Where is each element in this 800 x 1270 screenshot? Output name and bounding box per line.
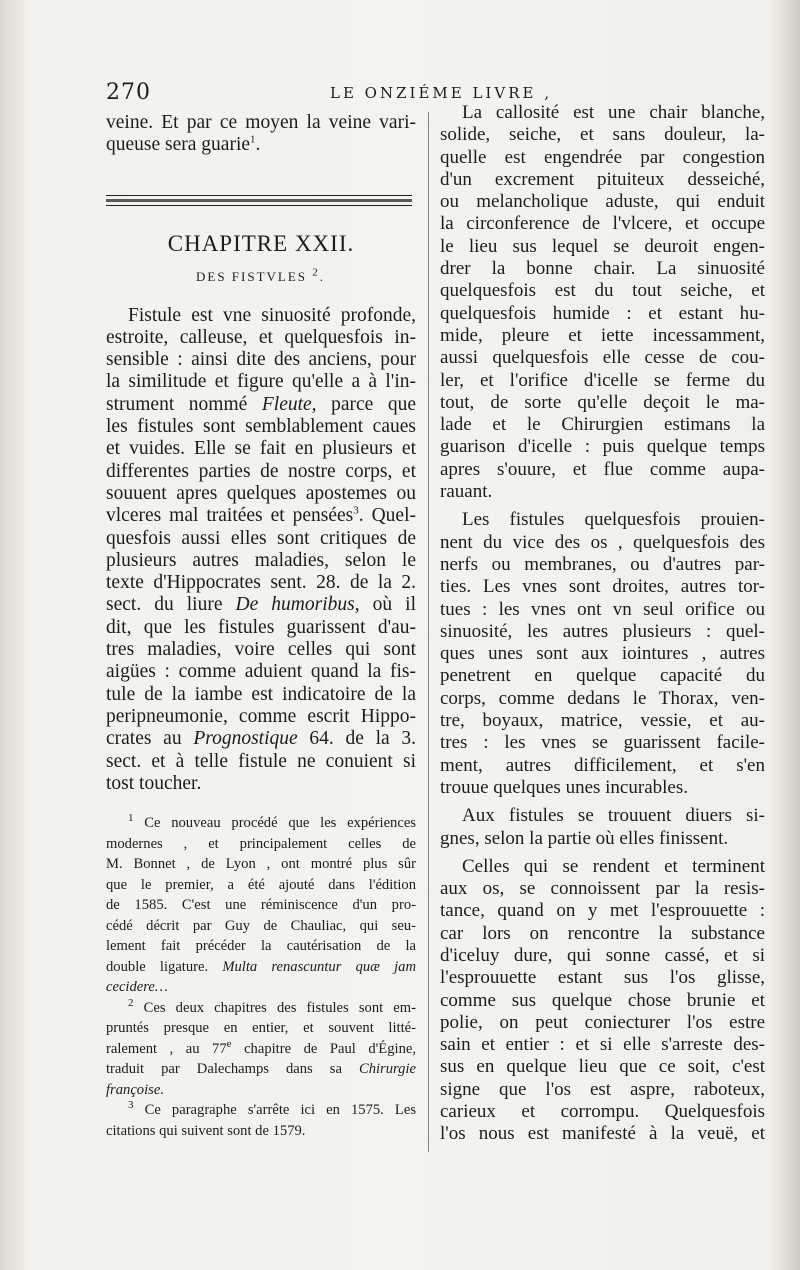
text-line: sect. du liure De humoribus, où il xyxy=(106,594,416,616)
text-line: tance, quand on y met l'esprouuette : xyxy=(440,900,765,922)
paragraph-origines xyxy=(440,509,765,799)
footnote-line: $^2$ Ces deux chapitres des fistules sont em- xyxy=(128,997,416,1016)
paragraph-signes xyxy=(440,805,765,850)
footnote-line: double ligature. Multa renascuntur quæ jam xyxy=(106,958,416,975)
text-line: la circonference de l'vlcere, et occupe xyxy=(440,213,765,235)
text-line: aux os, se connoissent par la resis- xyxy=(440,878,765,900)
text-line: l'os nous est manifesté à la veuë, et xyxy=(440,1123,765,1145)
text-line: tres : les vnes se guarissent facile- xyxy=(440,732,765,754)
text-line: ties. Les vnes sont droites, autres tor- xyxy=(440,576,765,598)
text-line: car lors on rencontre la substance xyxy=(440,922,765,944)
text-line: gnes, selon la partie où elles finissent. xyxy=(440,827,729,849)
text-line: souuent apres quelques apostemes ou xyxy=(106,482,416,504)
text-line: sinuosité, les autres plusieurs : quel- xyxy=(440,620,765,642)
text-line: tout, de sorte qu'elle deçoit le ma- xyxy=(440,391,765,413)
footnote-line: $^1$ Ce nouveau procédé que les expériences xyxy=(128,813,416,832)
text-line: rauant. xyxy=(440,481,493,503)
text-line: peripneumonie, comme escrit Hippo- xyxy=(106,705,416,727)
text-line: drer la bonne chair. La sinuosité xyxy=(440,258,765,280)
footnote-line: $^3$ Ce paragraphe s'arrête ici en 1575. Les xyxy=(128,1100,416,1119)
text-line: Aux fistules se trouuent diuers si- xyxy=(462,805,765,827)
text-line: aussi quelquesfois elle cesse de cou- xyxy=(440,347,765,369)
text-line: texte d'Hippocrates sent. 28. de la 2. xyxy=(106,572,416,594)
footnote-line: M. Bonnet , de Lyon , ont montré plus sûr xyxy=(106,856,416,873)
footnote-line: citations qui suivent sont de 1579. xyxy=(106,1122,306,1139)
footnote-ref: 2 xyxy=(312,266,320,279)
text-line: signe que l'os est aspre, raboteux, xyxy=(440,1078,765,1100)
footnote-line: cecidere… xyxy=(106,979,168,996)
text-line: le lieu sus lequel se deuroit engen- xyxy=(440,235,765,257)
text-line: d'iceluy dure, qui sonne cassé, et si xyxy=(440,944,765,966)
text-line: solide, seiche, et sans douleur, la- xyxy=(440,124,765,146)
intro-line: queuse sera guarie$^1$. xyxy=(106,134,261,156)
text-line: trouue quelques unes incurables. xyxy=(440,776,688,798)
text-line: quelquesfois humide : et estant hu- xyxy=(440,302,765,324)
text-line: vlceres mal traitées et pensées$^3$. Quel- xyxy=(106,505,416,527)
text-line: plusieurs autres maladies, selon le xyxy=(106,549,416,571)
paragraph-os xyxy=(440,856,765,1146)
text-line: quelle est engendrée par congestion xyxy=(440,146,765,168)
text-line: crates au Prognostique 64. de la 3. xyxy=(106,728,416,750)
paragraph-fistule xyxy=(106,305,416,796)
chapter-rule xyxy=(106,195,412,206)
text-line: corps, comme dedans le Thorax, ven- xyxy=(440,687,765,709)
text-line: Fistule est vne sinuosité profonde, xyxy=(128,304,416,326)
text-line: dit, que les fistules guarissent d'au- xyxy=(106,616,416,638)
chapter-subtitle: DES FISTVLES $^2$. xyxy=(196,266,326,284)
text-line: d'un excrement pituiteux desseiché, xyxy=(440,168,765,190)
footnote-line: lement fait précéder la cautérisation de la xyxy=(106,938,416,955)
chapter-title: CHAPITRE XXII. xyxy=(167,230,355,256)
footnote-ref: 3 xyxy=(353,505,359,517)
text-line: tost toucher. xyxy=(106,772,202,794)
text-line: lade et le Chirurgien estimans la xyxy=(440,414,765,436)
text-line: sect. et à telle fistule ne conuient si xyxy=(106,750,416,772)
text-line: apres s'ouure, et flue comme aupa- xyxy=(440,458,765,480)
text-line: quelquesfois est du tout seiche, et xyxy=(440,280,765,302)
text-line: polie, on peut coniecturer l'os estre xyxy=(440,1011,765,1033)
footnote-line: pruntés presque en entier, et souvent litté- xyxy=(106,1020,416,1037)
text-line: ment, autres difficilement, et s'en xyxy=(440,754,765,776)
text-line: penetrent en quelque capacité du xyxy=(440,665,765,687)
text-line: et vuides. Elle se fait en plusieurs et xyxy=(106,438,416,460)
text-line: La callosité est une chair blanche, xyxy=(462,102,765,123)
text-line: l'esprouuette estant sus l'os glisse, xyxy=(440,967,765,989)
footnote-line: françoise. xyxy=(106,1081,164,1098)
running-title: LE ONZIÉME LIVRE , xyxy=(330,84,552,102)
text-line: nent du vice des os , quelquesfois des xyxy=(440,531,765,553)
text-line: tues : les vnes ont vn seul orifice ou xyxy=(440,598,765,620)
text-line: aigües : comme aduient quand la fis- xyxy=(106,661,416,683)
column-divider xyxy=(428,112,429,1152)
text-line: carieux et corrompu. Quelquesfois xyxy=(440,1101,765,1123)
footnote-line: ralement , au 77e chapitre de Paul d'Égine, xyxy=(106,1038,416,1057)
footnote-line: modernes , et principalement celles de xyxy=(106,835,416,852)
text-line: sus en quelque lieu que ce soit, c'est xyxy=(440,1056,765,1078)
right-column xyxy=(440,102,765,1146)
text-line: differentes parties de nostre corps, et xyxy=(106,460,416,482)
text-line: estroite, calleuse, et quelquesfois in- xyxy=(106,326,416,348)
text-line: la similitude et figure qu'elle a à l'in- xyxy=(106,371,416,393)
text-line: quesfois aussi elles sont critiques de xyxy=(106,527,416,549)
text-line: strument nommé Fleute, parce que xyxy=(106,393,416,415)
text-line: tule de la iambe est indicatoire de la xyxy=(106,683,416,705)
text-line: les fistules sont semblablement caues xyxy=(106,416,416,438)
text-line: comme sus quelque chose brunie et xyxy=(440,989,765,1011)
text-line: Celles qui se rendent et terminent xyxy=(462,855,765,877)
page-number: 270 xyxy=(106,80,151,105)
footnote-line: cédé décrit par Guy de Chauliac, qui seu- xyxy=(106,917,416,934)
text-line: sensible : ainsi dite des anciens, pour xyxy=(106,349,416,371)
footnote-line: que le premier, a été ajouté dans l'édition xyxy=(106,876,416,893)
text-line: tres maladies, voire celles qui sont xyxy=(106,639,416,661)
text-line: mide, pleure et iette incessamment, xyxy=(440,324,765,346)
footnote-line: traduit par Dalechamps dans sa Chirurgie xyxy=(106,1061,416,1078)
text-line: ou melancholique aduste, qui enduit xyxy=(440,191,765,213)
left-column xyxy=(106,112,416,1141)
footnotes xyxy=(106,813,416,1141)
text-line: sain et entier : et si elle s'arreste des- xyxy=(440,1034,765,1056)
text-line: Les fistules quelquesfois prouien- xyxy=(462,509,765,531)
text-line: nerfs ou membranes, ou d'autres par- xyxy=(440,553,765,575)
text-line: guarison d'icelle : puis quelque temps xyxy=(440,436,765,458)
paragraph-callosite xyxy=(440,102,765,503)
text-line: ler, et l'orifice d'icelle se ferme du xyxy=(440,369,765,391)
text-line: tre, boyaux, matrice, vessie, et au- xyxy=(440,710,765,732)
footnote-ref: 1 xyxy=(250,134,256,146)
footnote-line: de 1585. C'est une réminiscence d'un pro- xyxy=(106,897,416,914)
intro-line: veine. Et par ce moyen la veine vari- xyxy=(106,112,416,133)
text-line: ques unes sont aux iointures , autres xyxy=(440,643,765,665)
